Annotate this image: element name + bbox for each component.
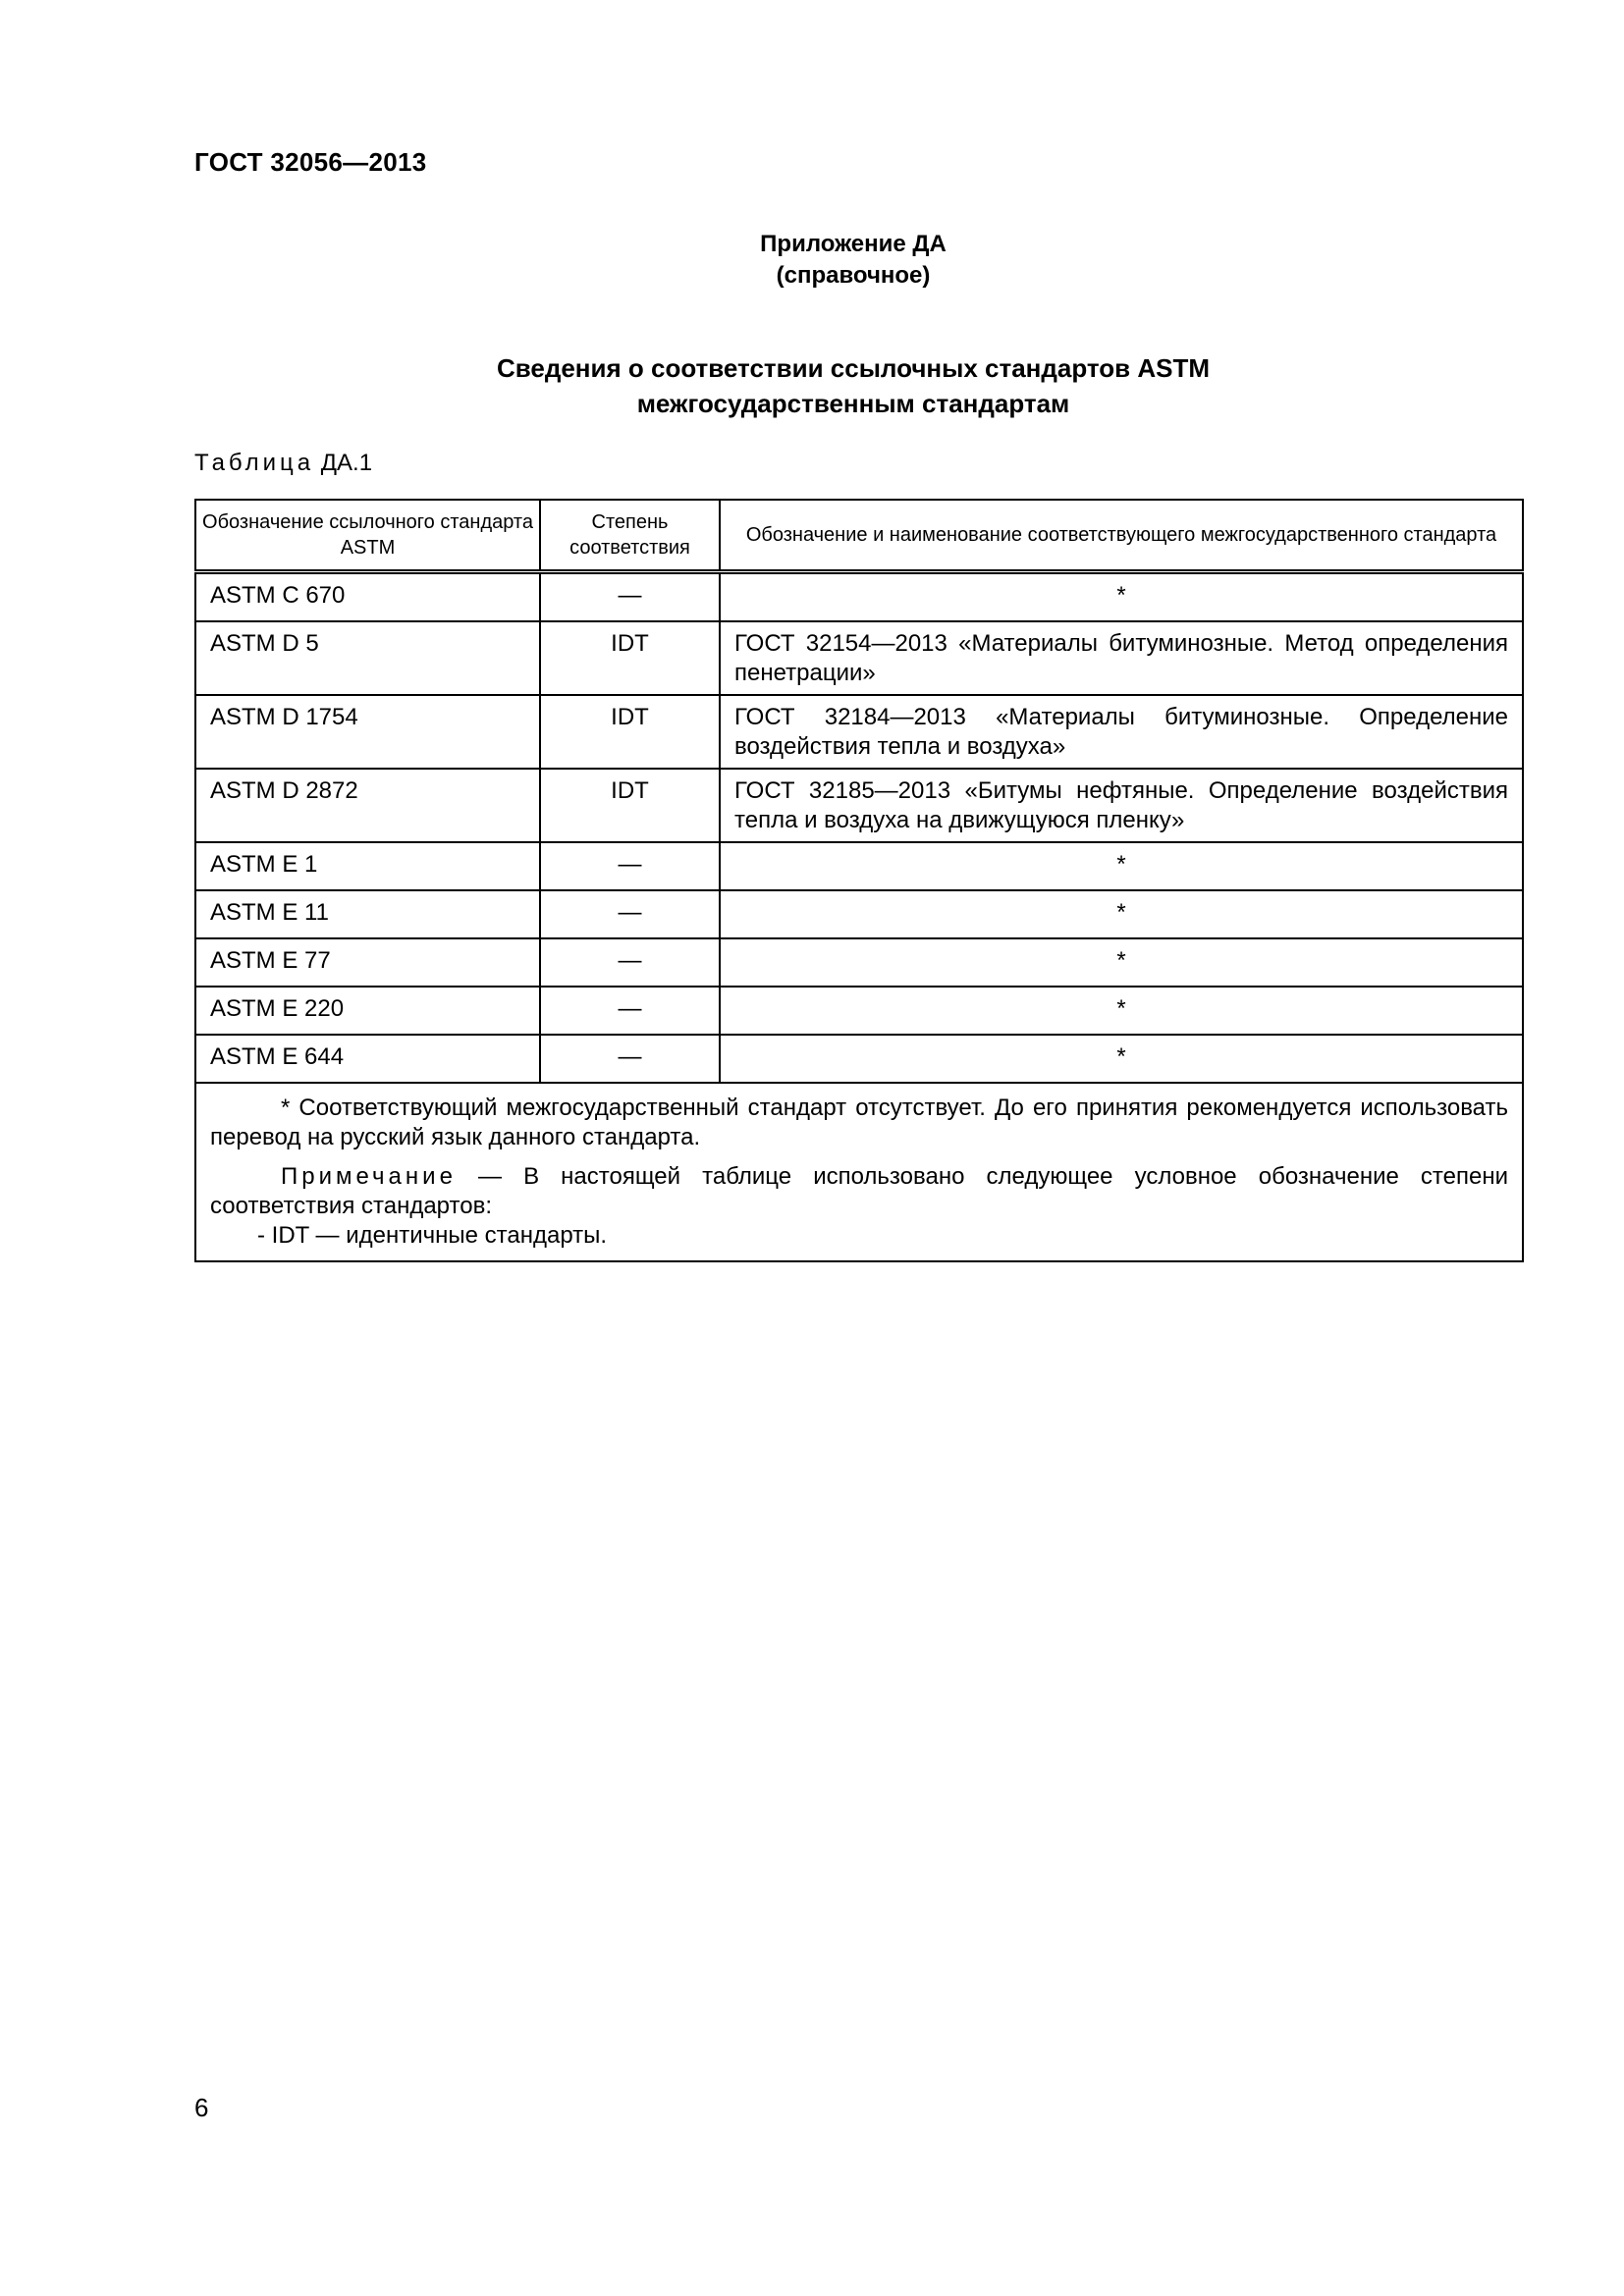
cell-degree: IDT (540, 695, 720, 769)
column-header-gost: Обозначение и наименование соответствующего межгосударственного стандарта (720, 500, 1523, 572)
table-header-row (195, 500, 1523, 572)
section-title-line1: Сведения о соответствии ссылочных стандартов ASTM (496, 353, 1211, 383)
table-notes (195, 1083, 1523, 1261)
table-row (195, 1035, 1523, 1083)
cell-gost: * (720, 890, 1523, 938)
table-row (195, 572, 1523, 622)
table-row (195, 695, 1523, 769)
cell-degree: IDT (540, 769, 720, 842)
table-label (194, 450, 372, 477)
cell-astm: ASTM E 1 (195, 842, 540, 890)
cell-degree: — (540, 842, 720, 890)
document-code: ГОСТ 32056—2013 (194, 147, 427, 177)
table-row (195, 621, 1523, 695)
cell-gost: ГОСТ 32185—2013 «Битумы нефтяные. Определение воздействия тепла и воздуха на движущуюся пленку» (720, 769, 1523, 842)
column-header-astm: Обозначение ссылочного стандарта ASTM (195, 500, 540, 572)
cell-gost: ГОСТ 32154—2013 «Материалы битуминозные. Метод определения пенетрации» (720, 621, 1523, 695)
section-title (0, 350, 1624, 421)
cell-gost: ГОСТ 32184—2013 «Материалы битуминозные. Определение воздействия тепла и воздуха» (720, 695, 1523, 769)
cell-gost: * (720, 938, 1523, 987)
cell-degree: — (540, 572, 720, 622)
appendix-title: Приложение ДА (760, 231, 947, 257)
table-row (195, 938, 1523, 987)
cell-gost: * (720, 572, 1523, 622)
cell-degree: — (540, 938, 720, 987)
cell-astm: ASTM D 1754 (195, 695, 540, 769)
cell-degree: — (540, 1035, 720, 1083)
cell-degree: IDT (540, 621, 720, 695)
footnote: * Соответствующий межгосударственный стандарт отсутствует. До его принятия рекомендуется использовать перевод на русский язык данного стандарта. (210, 1095, 1508, 1150)
note-text: — В настоящей таблице использовано следующее условное обозначение степени соответствия стандартов: (210, 1163, 1508, 1219)
cell-astm: ASTM E 220 (195, 987, 540, 1035)
appendix-type: (справочное) (776, 262, 931, 289)
appendix-heading (0, 229, 1624, 292)
table-row (195, 769, 1523, 842)
cell-astm: ASTM E 77 (195, 938, 540, 987)
cell-astm: ASTM D 5 (195, 621, 540, 695)
cell-degree: — (540, 987, 720, 1035)
cell-gost: * (720, 987, 1523, 1035)
table-row (195, 987, 1523, 1035)
cell-gost: * (720, 842, 1523, 890)
page-number: 6 (194, 2093, 209, 2122)
cell-gost: * (720, 1035, 1523, 1083)
table-label-word: Таблица (194, 450, 315, 476)
cell-astm: ASTM E 11 (195, 890, 540, 938)
cell-astm: ASTM C 670 (195, 572, 540, 622)
table-row (195, 890, 1523, 938)
cell-degree: — (540, 890, 720, 938)
table-notes-row (195, 1083, 1523, 1261)
table-row (195, 842, 1523, 890)
note-item: - IDT — идентичные стандарты. (257, 1222, 608, 1249)
column-header-degree: Степень соответствия (540, 500, 720, 572)
note (210, 1162, 1508, 1221)
reference-table (194, 499, 1524, 1262)
note-label: Примечание (281, 1163, 457, 1190)
table-label-id: ДА.1 (320, 450, 373, 476)
cell-astm: ASTM D 2872 (195, 769, 540, 842)
section-title-line2: межгосударственным стандартам (636, 389, 1070, 418)
cell-astm: ASTM E 644 (195, 1035, 540, 1083)
